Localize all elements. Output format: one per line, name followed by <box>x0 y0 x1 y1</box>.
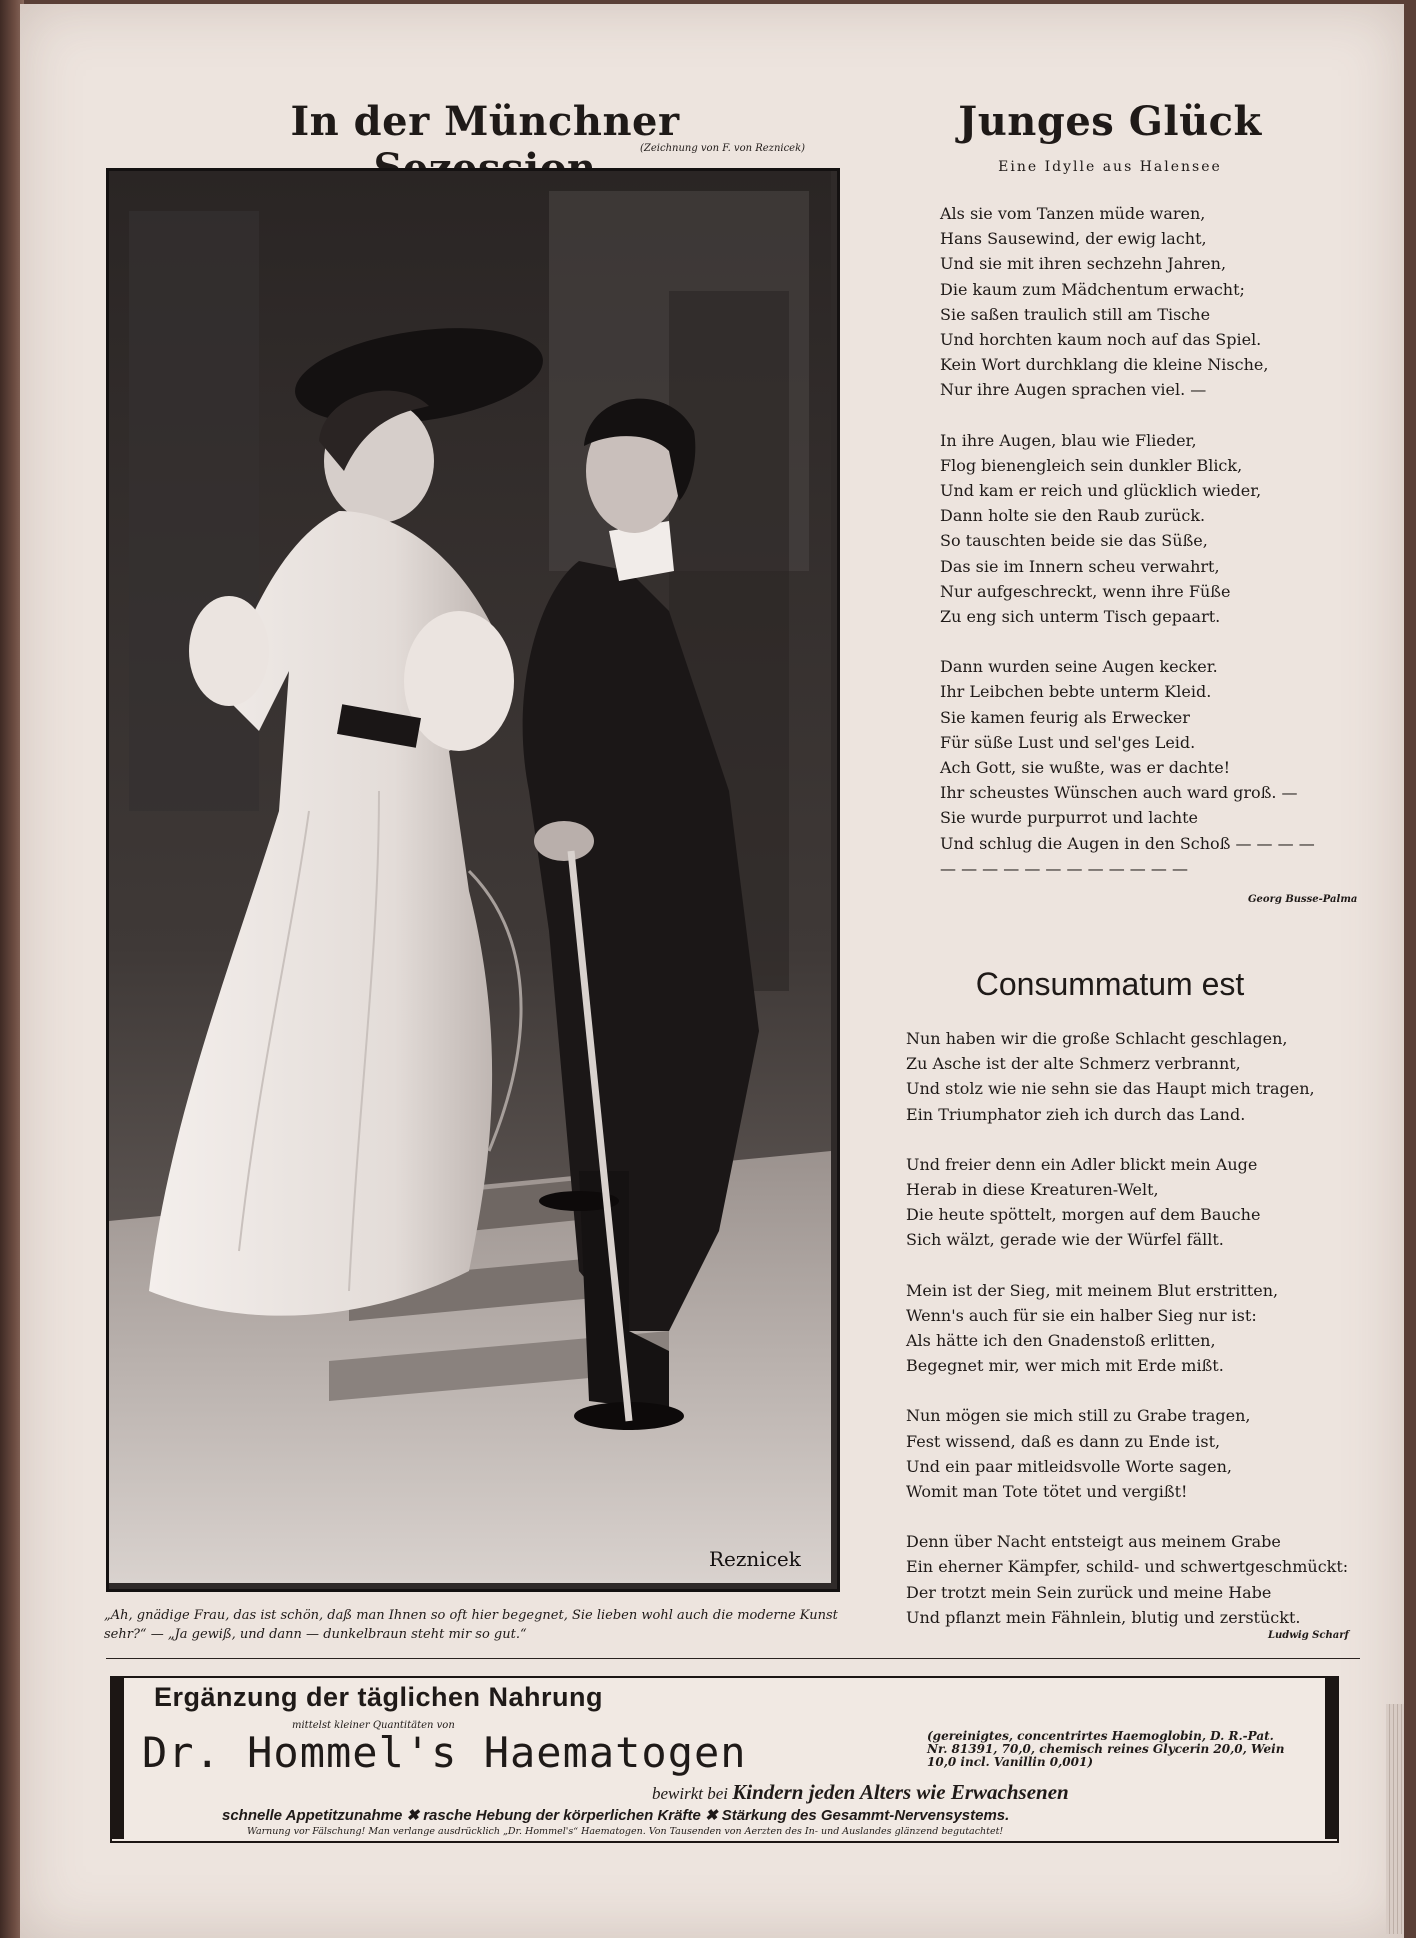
illustration-signature: Reznicek <box>709 1547 801 1571</box>
ad-benefits: schnelle Appetitzunahme ✖ rasche Hebung der körperlichen Kräfte ✖ Stärkung des Gesammt-Nervensystems. <box>222 1807 1010 1824</box>
poem-line: Herab in diese Kreaturen-Welt, <box>906 1180 1159 1200</box>
poem-line: Das sie im Innern scheu verwahrt, <box>940 556 1220 576</box>
poem2-stanza <box>906 1403 1348 1504</box>
poem-line: Sie saßen traulich still am Tische <box>940 304 1211 324</box>
poem-line: Dann wurden seine Augen kecker. <box>940 657 1218 677</box>
poem-line: Hans Sausewind, der ewig lacht, <box>940 229 1207 249</box>
ad-subhead: mittelst kleiner Quantitäten von <box>292 1720 455 1731</box>
poem-line: Und horchten kaum noch auf das Spiel. <box>940 330 1262 350</box>
poem-line: Ihr Leibchen bebte unterm Kleid. <box>940 682 1212 702</box>
poem1-subtitle: Eine Idylle aus Halensee <box>998 159 1222 175</box>
poem-line: Und pflanzt mein Fähnlein, blutig und zerstückt. <box>906 1607 1301 1627</box>
poem-line: Ein eherner Kämpfer, schild- und schwertgeschmückt: <box>906 1557 1349 1577</box>
poem1-stanza <box>940 654 1315 881</box>
poem-line: Und kam er reich und glücklich wieder, <box>940 481 1262 501</box>
poem-line: Kein Wort durchklang die kleine Nische, <box>940 355 1269 375</box>
poem-line: Nun mögen sie mich still zu Grabe tragen, <box>906 1406 1251 1426</box>
poem2-title: Consummatum est <box>975 966 1245 1002</box>
poem-line: Dann holte sie den Raub zurück. <box>940 506 1206 526</box>
poem-line: — — — — — — — — — — — — <box>940 858 1188 878</box>
poem-line: Nun haben wir die große Schlacht geschlagen, <box>906 1029 1288 1048</box>
ad-border-bar-left <box>110 1676 124 1839</box>
poem-line: Für süße Lust und sel'ges Leid. <box>940 732 1196 752</box>
illustration-caption: „Ah, gnädige Frau, das ist schön, daß man Ihnen so oft hier begegnet, Sie lieben wohl auch die moderne Kunst sehr?“ — „Ja gewiß, und dann — dunkelbraun steht mir so gut.“ <box>104 1608 838 1642</box>
poem1-author: Georg Busse-Palma <box>1248 894 1358 905</box>
ad-warning: Warnung vor Fälschung! Man verlange ausdrücklich „Dr. Hommel's“ Haematogen. Von Tausenden von Aerzten des In- und Auslandes glänzend begutachtet! <box>247 1826 1004 1837</box>
poem-line: Der trotzt mein Sein zurück und meine Habe <box>906 1582 1272 1602</box>
poem-line: Womit man Tote tötet und vergißt! <box>906 1482 1188 1502</box>
poem-line: Und schlug die Augen in den Schoß — — — — <box>940 833 1315 853</box>
section-divider <box>106 1658 1360 1659</box>
ad-headline: Ergänzung der täglichen Nahrung <box>154 1682 604 1712</box>
illustration-drawing <box>106 168 840 1592</box>
poem-line: Die kaum zum Mädchentum erwacht; <box>940 279 1245 299</box>
poem2-stanza <box>906 1152 1348 1253</box>
illustration-title: In der Münchner <box>290 98 680 145</box>
poem1-stanza <box>940 201 1315 403</box>
poem-line: So tauschten beide sie das Süße, <box>940 531 1208 551</box>
poem-line: Denn über Nacht entsteigt aus meinem Grabe <box>906 1532 1281 1552</box>
poem-line: Begegnet mir, wer mich mit Erde mißt. <box>906 1356 1224 1376</box>
poem2-author: Ludwig Scharf <box>1268 1630 1349 1641</box>
poem-line: Zu Asche ist der alte Schmerz verbrannt, <box>906 1054 1241 1074</box>
poem-line: Nur aufgeschreckt, wenn ihre Füße <box>940 581 1231 601</box>
ad-brand-name: Dr. Hommel's Haematogen <box>142 1728 747 1777</box>
poem-line: Als sie vom Tanzen müde waren, <box>940 204 1206 223</box>
poem-line: Ihr scheustes Wünschen auch ward groß. — <box>940 783 1298 803</box>
illustration-svg <box>109 171 831 1583</box>
magazine-page <box>20 4 1404 1938</box>
page-edges <box>1386 1704 1404 1934</box>
poem1-title: Junges Glück <box>958 98 1262 145</box>
poem2-stanza <box>906 1278 1348 1379</box>
poem1-body <box>940 201 1315 906</box>
poem-line: Und sie mit ihren sechzehn Jahren, <box>940 254 1227 274</box>
poem2-stanza <box>906 1026 1348 1127</box>
poem-line: Sie kamen feurig als Erwecker <box>940 707 1190 727</box>
poem-line: Mein ist der Sieg, mit meinem Blut erstritten, <box>906 1280 1279 1300</box>
ad-border-bar-right <box>1325 1676 1339 1839</box>
advertisement-box <box>110 1676 1339 1843</box>
poem-line: Und ein paar mitleidsvolle Worte sagen, <box>906 1456 1232 1476</box>
poem-line: In ihre Augen, blau wie Flieder, <box>940 430 1197 450</box>
poem-line: Zu eng sich unterm Tisch gepaart. <box>940 607 1221 627</box>
ad-effect-prefix: bewirkt bei <box>652 1784 729 1803</box>
poem-line: Flog bienengleich sein dunkler Blick, <box>940 455 1243 475</box>
poem-line: Und freier denn ein Adler blickt mein Auge <box>906 1154 1258 1174</box>
poem1-stanza <box>940 428 1315 630</box>
poem-line: Als hätte ich den Gnadenstoß erlitten, <box>906 1331 1216 1351</box>
ad-effect-main: Kindern jeden Alters wie Erwachsenen <box>732 1780 1069 1804</box>
poem-line: Ach Gott, sie wußte, was er dachte! <box>940 758 1231 778</box>
ad-composition: (gereinigtes, concentrirtes Haemoglobin, D. R.-Pat. Nr. 81391, 70,0, chemisch reines Glycerin 20,0, Wein 10,0 incl. Vanillin 0,001) <box>927 1729 1285 1769</box>
poem-line: Die heute spöttelt, morgen auf dem Bauche <box>906 1205 1261 1225</box>
poem2-body <box>906 1026 1348 1655</box>
poem-line: Und stolz wie nie sehn sie das Haupt mich tragen, <box>906 1079 1315 1099</box>
illustration-credit: (Zeichnung von F. von Reznicek) <box>640 143 806 154</box>
poem-line: Nur ihre Augen sprachen viel. — <box>940 380 1207 400</box>
poem-line: Sie wurde purpurrot und lachte <box>940 808 1199 828</box>
poem2-stanza <box>906 1529 1348 1630</box>
poem-line: Ein Triumphator zieh ich durch das Land. <box>906 1104 1246 1124</box>
poem-line: Wenn's auch für sie ein halber Sieg nur ist: <box>906 1305 1257 1325</box>
poem-line: Fest wissend, daß es dann zu Ende ist, <box>906 1431 1221 1451</box>
poem-line: Sich wälzt, gerade wie der Würfel fällt. <box>906 1230 1224 1250</box>
ad-effect-line <box>652 1780 1069 1805</box>
